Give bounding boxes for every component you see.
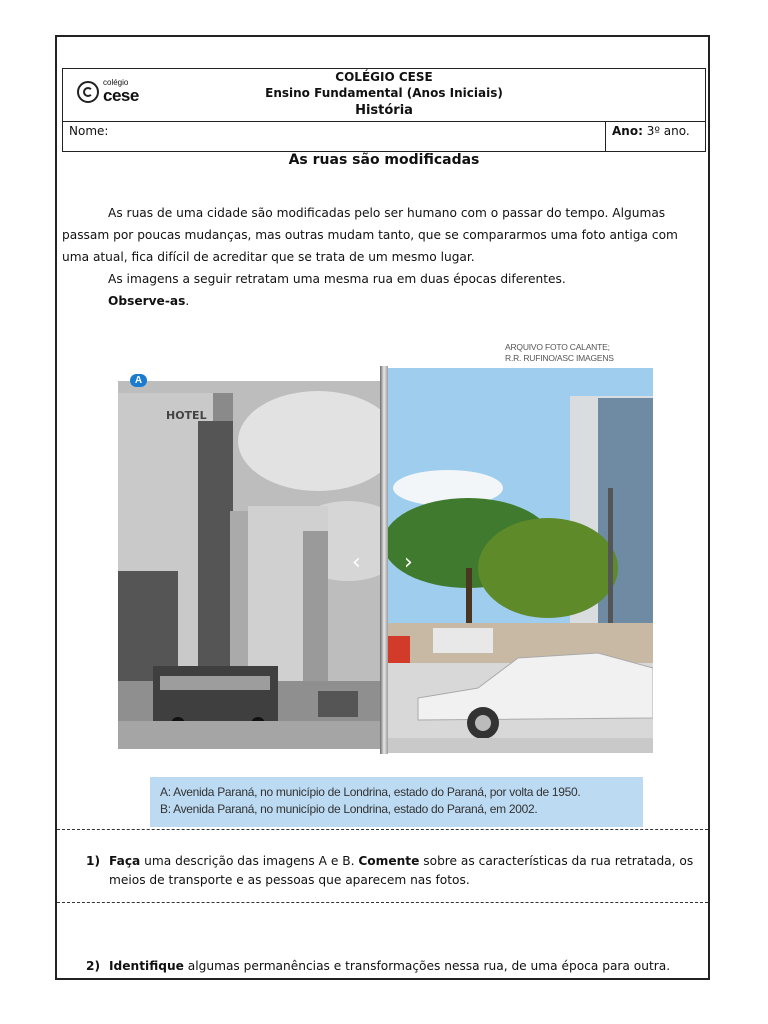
question-1-text-1: uma descrição das imagens A e B. bbox=[140, 854, 359, 868]
credit-line-2: R.R. RUFINO/ASC IMAGENS bbox=[505, 353, 614, 363]
subject-name: História bbox=[355, 103, 413, 118]
book-fold bbox=[380, 366, 388, 754]
chevron-right-icon: › bbox=[404, 550, 413, 575]
photo-caption bbox=[150, 777, 643, 827]
page-title: As ruas são modificadas bbox=[288, 152, 480, 168]
header-table bbox=[62, 68, 706, 152]
caption-b: B: Avenida Paraná, no município de Londrina, estado do Paraná, em 2002. bbox=[160, 802, 538, 816]
question-2-text-1: algumas permanências e transformações nessa rua, de uma época para outra. bbox=[183, 959, 671, 973]
hotel-sign: HOTEL bbox=[166, 409, 207, 422]
question-1-number: 1) bbox=[86, 854, 101, 868]
question-1 bbox=[86, 852, 706, 890]
caption-a: A: Avenida Paraná, no município de Londrina, estado do Paraná, por volta de 1950. bbox=[160, 785, 581, 799]
question-2-text bbox=[109, 957, 706, 976]
intro-paragraph-2: As imagens a seguir retratam uma mesma rua em duas épocas diferentes. bbox=[108, 272, 566, 286]
school-level: Ensino Fundamental (Anos Iniciais) bbox=[265, 86, 503, 100]
nome-field-label: Nome: bbox=[69, 124, 109, 138]
question-2-bold-1: Identifique bbox=[109, 959, 184, 973]
question-1-bold-1: Faça bbox=[109, 854, 141, 868]
intro-text bbox=[62, 202, 706, 312]
ano-field bbox=[612, 124, 690, 138]
photo-a-old-street bbox=[118, 381, 380, 749]
photo-b-modern-street bbox=[388, 368, 653, 753]
photo-a-illustration bbox=[118, 381, 380, 749]
logo-small-text: colégio bbox=[103, 78, 129, 87]
photo-credit bbox=[505, 342, 625, 364]
intro-paragraph-1: As ruas de uma cidade são modificadas pelo ser humano com o passar do tempo. Algumas passam por poucas mudanças, mas outras mudam tanto, que se compararmos uma foto antiga com uma atual, fica difícil de acreditar que se trata de um mesmo lugar. bbox=[62, 206, 678, 264]
question-1-text-2: sobre as características da rua retratada, os meios de transporte e as pessoas que aparecem nas fotos. bbox=[109, 854, 694, 887]
credit-line-1: ARQUIVO FOTO CALANTE; bbox=[505, 342, 610, 352]
ano-value: 3º ano. bbox=[642, 124, 690, 138]
photo-a-badge: A bbox=[130, 374, 147, 387]
photo-b-illustration bbox=[388, 368, 653, 753]
question-2 bbox=[86, 957, 706, 976]
logo-big-text: cese bbox=[103, 86, 139, 105]
ano-divider bbox=[605, 121, 606, 151]
observe-end: . bbox=[185, 294, 190, 308]
school-name: COLÉGIO CESE bbox=[335, 70, 433, 84]
question-1-bold-2: Comente bbox=[358, 854, 420, 868]
intro-paragraph-3 bbox=[108, 290, 706, 312]
question-1-text bbox=[109, 852, 706, 890]
dashed-divider-2 bbox=[57, 902, 708, 903]
question-2-number: 2) bbox=[86, 959, 101, 973]
header-divider bbox=[63, 121, 705, 122]
observe-bold: Observe-as bbox=[108, 294, 186, 308]
dashed-divider-1 bbox=[57, 829, 708, 830]
ano-label: Ano: bbox=[612, 124, 643, 138]
chevron-left-icon: ‹ bbox=[352, 550, 361, 575]
